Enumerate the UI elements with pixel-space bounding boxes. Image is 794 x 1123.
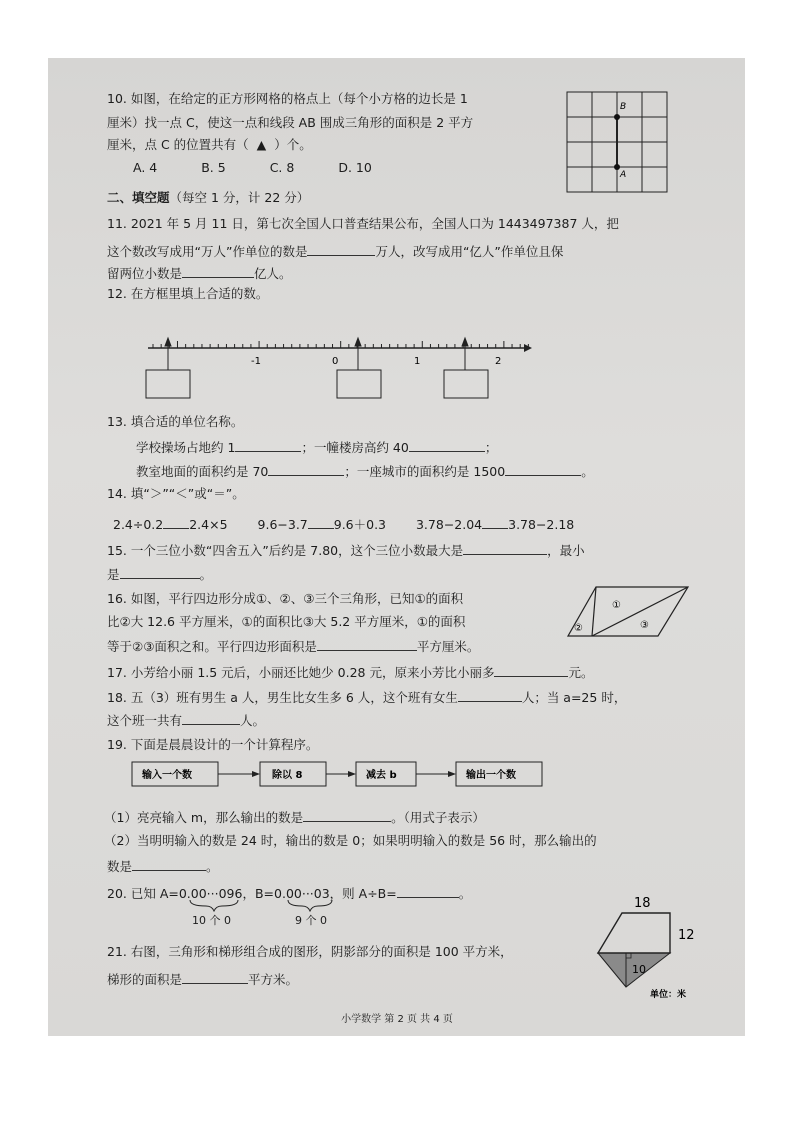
zeros-b: 00··· <box>285 886 314 901</box>
expr-right: 3.78−2.18 <box>508 517 575 532</box>
flow-label-subtract: 减去 b <box>366 770 397 781</box>
q19-part1 <box>104 808 485 826</box>
q10-options <box>133 160 372 176</box>
region-3-label: ③ <box>640 620 649 631</box>
q11-line1: 11. 2021 年 5 月 11 日，第七次全国人口普查结果公布，全国人口为 1443497387 人，把 <box>107 216 619 231</box>
q15-line2 <box>107 565 212 583</box>
q17-line1 <box>107 663 593 681</box>
answer-blank[interactable] <box>397 884 459 898</box>
option-a: A. 4 <box>133 160 158 175</box>
option-b: B. 5 <box>201 160 226 175</box>
q13-text: 教室地面的面积约是 70 <box>136 464 269 479</box>
q11-text: 亿人。 <box>254 266 292 281</box>
answer-blank[interactable] <box>308 515 334 529</box>
zeros-a: 00··· <box>190 886 219 901</box>
q17-text: 元。 <box>568 665 594 680</box>
q13-line2 <box>136 438 497 456</box>
q10-text-end: ）个。 <box>274 137 312 152</box>
unit-label: 单位：米 <box>650 990 687 1000</box>
tick-label-1: 1 <box>414 356 421 367</box>
expr-right: 9.6＋0.3 <box>333 517 387 532</box>
q21-text: 平方米。 <box>248 972 299 987</box>
flow-label-input: 输入一个数 <box>142 770 192 781</box>
q20-text: 。 <box>458 886 472 901</box>
flowchart <box>130 760 550 790</box>
q21-text: 梯形的面积是 <box>107 972 183 987</box>
trapezoid-figure <box>592 893 718 1005</box>
q10-line1: 10. 如图，在给定的正方形网格的格点上（每个小方格的边长是 1 <box>107 91 468 106</box>
q13-line1: 13. 填合适的单位名称。 <box>107 414 244 429</box>
q14-expressions <box>113 515 574 533</box>
parallelogram-figure <box>566 584 692 640</box>
top-length: 18 <box>634 896 651 911</box>
q13-text: 。 <box>581 464 594 479</box>
page-footer: 小学数学 第 2 页 共 4 页 <box>341 1014 453 1025</box>
point-b <box>614 114 620 120</box>
q18-text: 这个班一共有 <box>107 713 183 728</box>
section-note: （每空 1 分，计 22 分） <box>169 190 310 205</box>
answer-box-1[interactable] <box>146 370 190 398</box>
section-2-heading <box>107 190 309 206</box>
brace-b <box>288 900 332 911</box>
q17-text: 17. 小芳给小丽 1.5 元后，小丽还比她少 0.28 元，原来小芳比小丽多 <box>107 665 495 680</box>
tick-label-2: 2 <box>495 356 502 367</box>
q13-text: 学校操场占地约 1 <box>136 440 236 455</box>
q10-line2: 厘米）找一点 C，使这一点和线段 AB 围成三角形的面积是 2 平方 <box>107 115 474 130</box>
flow-label-output: 输出一个数 <box>466 770 516 781</box>
tick-label-0: 0 <box>332 356 339 367</box>
region-2-label: ② <box>574 623 583 634</box>
expr-right: 2.4×5 <box>189 517 228 532</box>
number-line <box>140 330 540 402</box>
q13-text: ；一幢楼房高约 40 <box>301 440 409 455</box>
answer-blank[interactable] <box>463 541 547 555</box>
label-b: B <box>620 102 627 112</box>
q13-text: ；一座城市的面积约是 1500 <box>344 464 506 479</box>
answer-blank[interactable] <box>120 565 200 579</box>
expr-left: 3.78−2.04 <box>415 517 483 532</box>
answer-blank[interactable] <box>182 970 248 984</box>
answer-box-3[interactable] <box>444 370 488 398</box>
answer-blank[interactable] <box>268 462 344 476</box>
q12-line1: 12. 在方框里填上合适的数。 <box>107 286 269 301</box>
answer-blank[interactable] <box>235 438 301 452</box>
q21-line1: 21. 右图，三角形和梯形组合成的图形，阴影部分的面积是 100 平方米， <box>107 944 513 959</box>
q18-text: 人。 <box>240 713 266 728</box>
answer-blank[interactable] <box>505 462 581 476</box>
q19-part3 <box>107 857 219 875</box>
answer-box-2[interactable] <box>337 370 381 398</box>
q15-text: 15. 一个三位小数“四舍五入”后约是 7.80，这个三位小数最大是 <box>107 543 464 558</box>
tick-label-neg1: -1 <box>251 356 261 367</box>
q16-line3 <box>107 637 479 655</box>
caption-9-zeros: 9 个 0 <box>295 914 327 927</box>
answer-blank[interactable] <box>182 264 254 278</box>
answer-blank[interactable] <box>303 808 391 822</box>
q20-text: 03，则 A÷B= <box>313 886 397 901</box>
q19-part2: （2）当明明输入的数是 24 时，输出的数是 0；如果明明输入的数是 56 时，那么输出的 <box>104 833 597 848</box>
brace-a <box>190 900 238 911</box>
expr-left: 2.4÷0.2 <box>113 517 164 532</box>
answer-blank[interactable] <box>317 637 417 651</box>
q16-line2: 比②大 12.6 平方厘米，①的面积比③大 5.2 平方厘米，①的面积 <box>107 614 466 629</box>
q18-line2 <box>107 711 265 729</box>
q19-text: 。 <box>206 859 219 874</box>
q11-line3 <box>107 264 292 282</box>
q15-text: ，最小 <box>547 543 585 558</box>
triangle-mark: ▲ <box>256 137 267 152</box>
side-length: 12 <box>678 928 695 943</box>
answer-blank[interactable] <box>409 438 485 452</box>
q16-text: 等于②③面积之和。平行四边形面积是 <box>107 639 317 654</box>
q18-text: 人；当 a=25 时， <box>521 690 627 705</box>
zero-braces <box>188 898 338 912</box>
q16-line1: 16. 如图，平行四边形分成①、②、③三个三角形，已知①的面积 <box>107 591 464 606</box>
q13-line3 <box>136 462 594 480</box>
answer-blank[interactable] <box>307 242 375 256</box>
q16-text: 平方厘米。 <box>416 639 480 654</box>
q11-text: 留两位小数是 <box>107 266 183 281</box>
q14-line1: 14. 填“＞”“＜”或“＝”。 <box>107 486 245 501</box>
q11-text: 这个数改写成用“万人”作单位的数是 <box>107 244 308 259</box>
option-d: D. 10 <box>338 160 372 175</box>
q18-line1 <box>107 688 626 706</box>
height-length: 10 <box>632 963 646 976</box>
answer-blank[interactable] <box>482 515 508 529</box>
grid-figure <box>566 91 668 193</box>
q15-text: 。 <box>199 567 213 582</box>
option-c: C. 8 <box>269 160 295 175</box>
region-1-label: ① <box>612 600 621 611</box>
flow-label-divide: 除以 8 <box>272 770 303 781</box>
answer-blank[interactable] <box>458 688 522 702</box>
answer-blank[interactable] <box>494 663 568 677</box>
answer-blank[interactable] <box>163 515 189 529</box>
q10-line3 <box>107 137 312 153</box>
q20-text: 096，B=0. <box>218 886 286 901</box>
q10-text: 厘米，点 C 的位置共有（ <box>107 137 249 152</box>
q15-text: 是 <box>107 567 120 582</box>
q19-line1: 19. 下面是晨晨设计的一个计算程序。 <box>107 737 319 752</box>
q19-text: 数是 <box>107 859 133 874</box>
label-a: A <box>620 170 627 180</box>
q19-text: 。（用式子表示） <box>391 810 485 825</box>
q21-line2 <box>107 970 298 988</box>
expr-left: 9.6−3.7 <box>257 517 308 532</box>
q11-line2 <box>107 242 563 260</box>
q13-text: ； <box>484 440 498 455</box>
answer-blank[interactable] <box>182 711 240 725</box>
trapezoid-outline <box>598 913 670 953</box>
q19-text: （1）亮亮输入 m，那么输出的数是 <box>104 810 304 825</box>
caption-10-zeros: 10 个 0 <box>192 914 231 927</box>
q11-text: 万人，改写成用“亿人”作单位且保 <box>375 244 564 259</box>
section-title: 二、填空题 <box>107 190 170 205</box>
q18-text: 18. 五（3）班有男生 a 人，男生比女生多 6 人，这个班有女生 <box>107 690 458 705</box>
answer-blank[interactable] <box>132 857 206 871</box>
q20-text: 20. 已知 A=0. <box>107 886 191 901</box>
q15-line1 <box>107 541 585 559</box>
